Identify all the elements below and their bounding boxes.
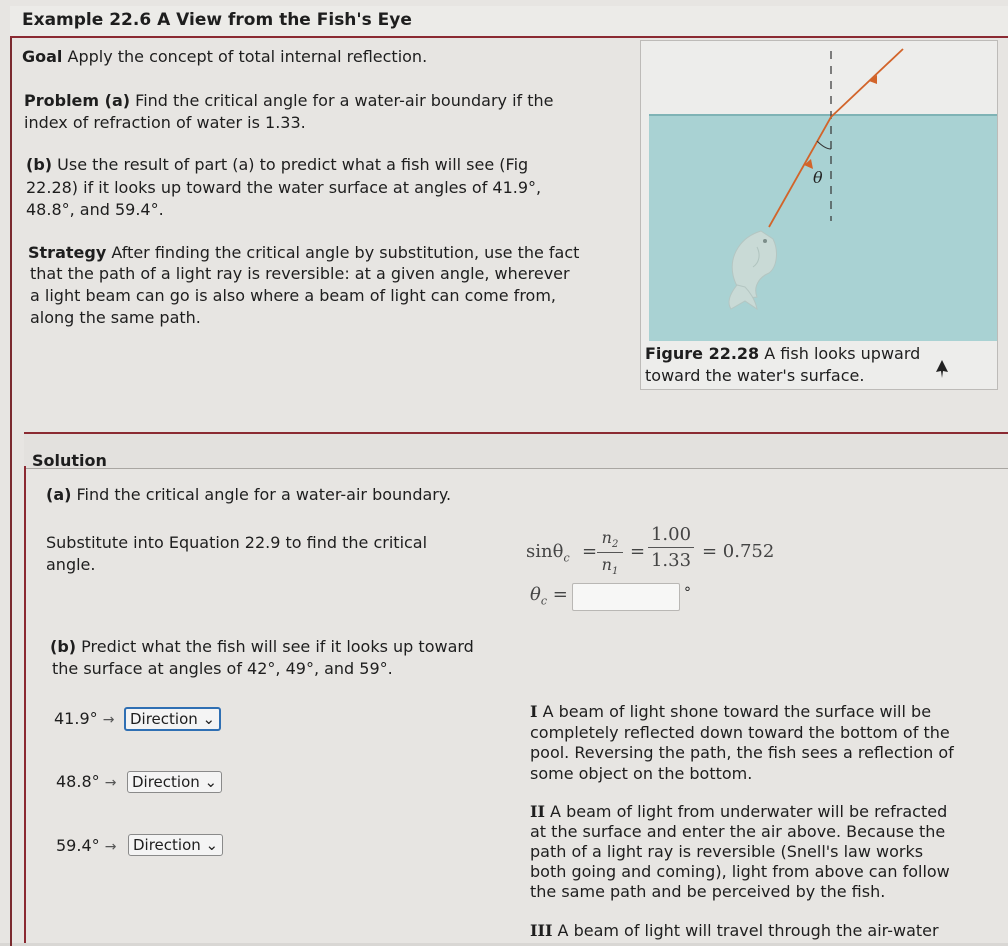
eq-result: = 0.752 [702, 541, 775, 562]
mouse-cursor-icon [934, 360, 950, 380]
problem-b-line2: 22.28) if it looks up toward the water surface at angles of 41.9°, [26, 178, 542, 197]
angle-row-3 [56, 836, 116, 855]
chevron-down-icon: ⌄ [204, 773, 218, 791]
example-title-bar [10, 6, 1008, 38]
figure-caption: Figure 22.28 A fish looks upward toward the water's surface. [645, 344, 921, 385]
solution-left-border [24, 466, 26, 943]
chevron-down-icon: ⌄ [205, 836, 219, 854]
solution-part-b-line1: (b) Predict what the fish will see if it looks up toward [50, 637, 474, 656]
left-border [10, 6, 12, 946]
eq-sin-theta: sinθ$_c$ [526, 541, 570, 565]
angle-row-1 [54, 709, 114, 728]
eq-equals-2: = [630, 541, 646, 562]
strategy-label: Strategy [28, 243, 107, 262]
angle-row-2 [56, 772, 116, 791]
theta-label: θ [813, 168, 823, 187]
direction-select-2[interactable]: Direction ⌄ [127, 771, 222, 793]
fish-diagram [641, 41, 997, 341]
solution-header: Solution [32, 451, 107, 470]
example-title: Example 22.6 A View from the Fish's Eye [22, 10, 412, 30]
problem-label: Problem [24, 91, 100, 110]
option-I: I A beam of light shone toward the surface will be completely reflected down toward the bottom of the pool. Reversing the path, the fish sees a reflection of some object on the bottom. [530, 702, 954, 783]
problem-a-line2: index of refraction of water is 1.33. [24, 113, 306, 132]
solution-part-a-heading: (a) Find the critical angle for a water-air boundary. [46, 485, 452, 504]
arrow-right-icon: → [102, 712, 115, 728]
figure-22-28 [640, 40, 998, 390]
theta-c-label: $\theta_c$ = [530, 584, 568, 608]
eq-equals-1: = [582, 541, 598, 562]
substitute-line2: angle. [46, 555, 96, 574]
angle-value: 41.9° [54, 709, 98, 728]
option-III: III A beam of light will travel through the air-water [530, 921, 939, 940]
solution-header-bar [24, 432, 1008, 469]
strategy-line1: Strategy After finding the critical angle by substitution, use the fact [28, 243, 580, 262]
problem-a-line1: Problem (a) Find the critical angle for a water-air boundary if the [24, 91, 554, 110]
eq-fraction-values: 1.00 1.33 [648, 524, 694, 571]
problem-b-line1: (b) Use the result of part (a) to predict what a fish will see (Fig [26, 155, 529, 174]
strategy-line2: that the path of a light ray is reversible: at a given angle, wherever [30, 264, 570, 283]
strategy-line3: a light beam can go is also where a beam of light can come from, [30, 286, 556, 305]
arrow-right-icon: → [104, 839, 117, 855]
critical-angle-input[interactable] [572, 583, 680, 611]
incident-ray [831, 49, 903, 117]
eq-fraction-n: $n_2$ $n_1$ [597, 528, 623, 577]
degree-unit: ° [684, 585, 691, 601]
angle-value: 48.8° [56, 772, 100, 791]
substitute-line1: Substitute into Equation 22.9 to find the critical [46, 533, 428, 552]
goal-text: Goal Apply the concept of total internal reflection. [22, 47, 428, 66]
angle-value: 59.4° [56, 836, 100, 855]
chevron-down-icon: ⌄ [202, 710, 216, 728]
problem-b-line3: 48.8°, and 59.4°. [26, 200, 164, 219]
water-region [649, 115, 997, 341]
direction-select-1[interactable]: Direction ⌄ [124, 707, 221, 731]
direction-select-3[interactable]: Direction ⌄ [128, 834, 223, 856]
arrow-right-icon: → [104, 775, 117, 791]
strategy-line4: along the same path. [30, 308, 201, 327]
goal-label: Goal [22, 47, 63, 66]
option-II: II A beam of light from underwater will be refracted at the surface and enter the air above. Because the path of a light ray is reversible (Snell's law works both going and coming), light from above can follow the same path and be perceived by the fish. [530, 802, 950, 901]
solution-part-b-line2: the surface at angles of 42°, 49°, and 59°. [52, 659, 393, 678]
